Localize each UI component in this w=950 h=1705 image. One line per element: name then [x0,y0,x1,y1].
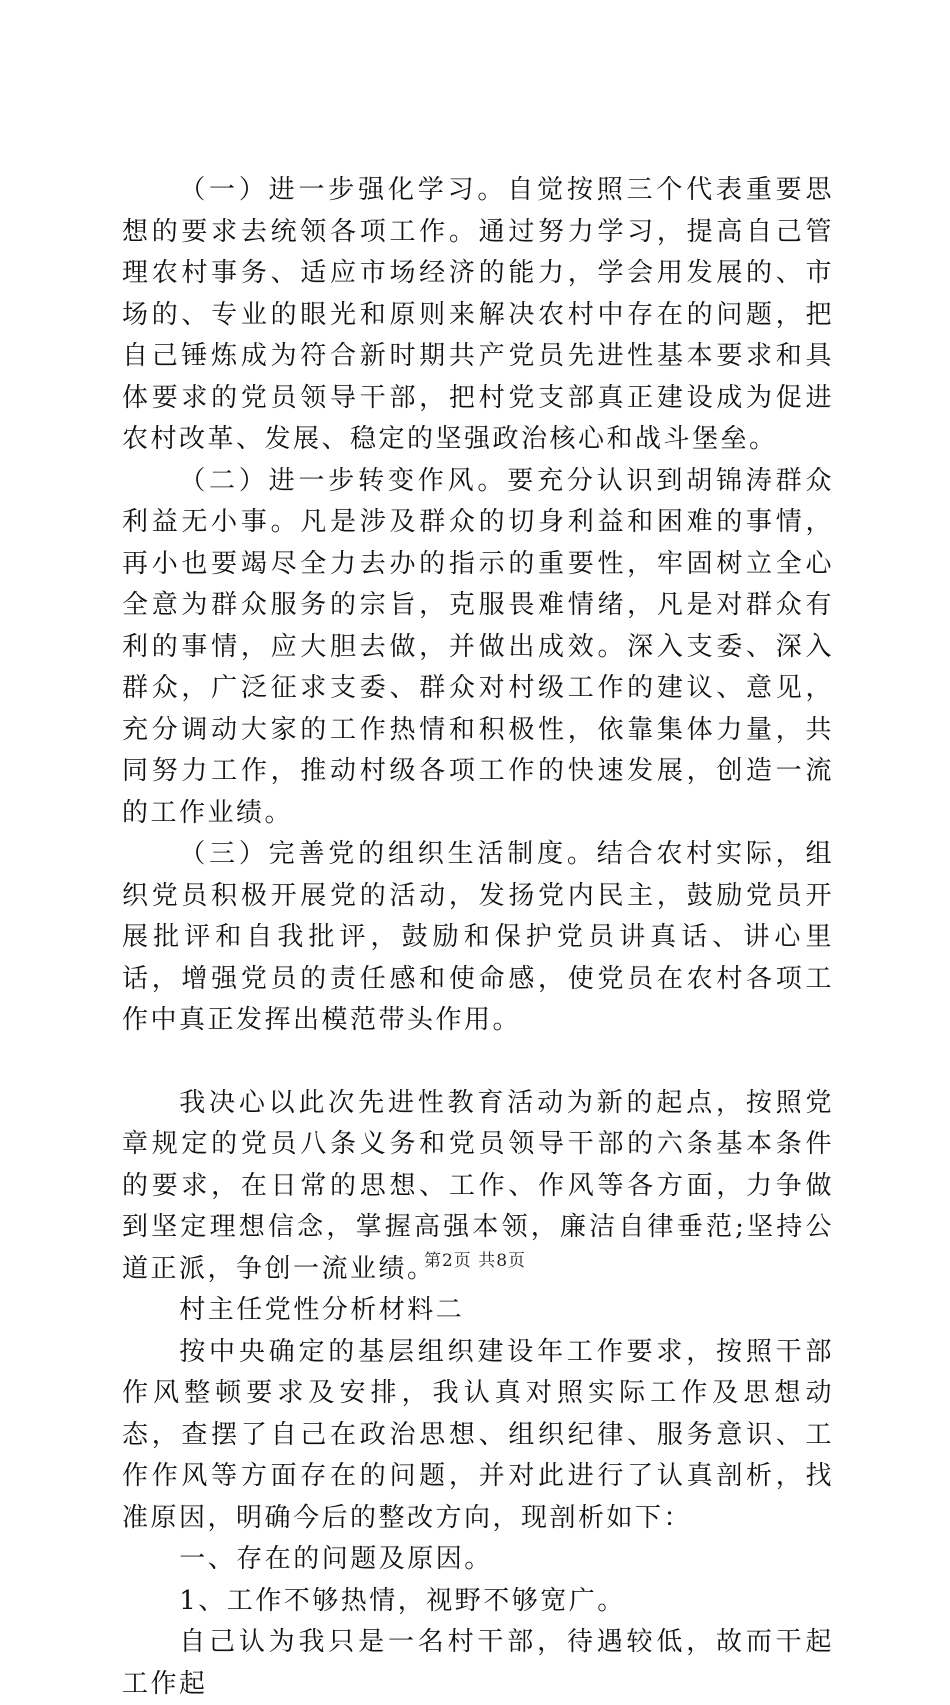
paragraph-intro: 按中央确定的基层组织建设年工作要求，按照干部作风整顿要求及安排，我认真对照实际工作及思想动态，查摆了自己在政治思想、组织纪律、服务意识、工作作风等方面存在的问题，并对此进行了认真剖析，找准原因，明确今后的整改方向，现剖析如下： [122,1336,834,1533]
paragraph-organization: （三）完善党的组织生活制度。结合农村实际，组织党员积极开展党的活动，发扬党内民主，鼓励党员开展批评和自我批评，鼓励和保护党员讲真话、讲心里话，增强党员的责任感和使命感，使党员在农村各项工作中真正发挥出模范带头作用。 [122,839,834,1035]
heading-problems: 一、存在的问题及原因。 [179,1544,493,1574]
page-number-footer: 第2页 共8页 [423,1251,527,1271]
paragraph-item-1: 自己认为我只是一名村干部，待遇较低，故而干起工作起 [122,1627,834,1699]
document-body [122,170,834,1705]
paragraph-resolution: 我决心以此次先进性教育活动为新的起点，按照党章规定的党员八条义务和党员领导干部的六条基本条件的要求，在日常的思想、工作、作风等各方面，力争做到坚定理想信念，掌握高强本领，廉洁自律垂范;坚持公道正派，争创一流业绩。 [122,1087,834,1284]
section-title: 村主任党性分析材料二 [179,1295,465,1325]
paragraph-style: （二）进一步转变作风。要充分认识到胡锦涛群众利益无小事。凡是涉及群众的切身利益和困难的事情，再小也要竭尽全力去办的指示的重要性，牢固树立全心全意为群众服务的宗旨，克服畏难情绪，凡是对群众有利的事情，应大胆去做，并做出成效。深入支委、深入群众，广泛征求支委、群众对村级工作的建议、意见，充分调动大家的工作热情和积极性，依靠集体力量，共同努力工作，推动村级各项工作的快速发展，创造一流的工作业绩。 [122,465,834,828]
paragraph-study: （一）进一步强化学习。自觉按照三个代表重要思想的要求去统领各项工作。通过努力学习，提高自己管理农村事务、适应市场经济的能力，学会用发展的、市场的、专业的眼光和原则来解决农村中存在的问题，把自己锤炼成为符合新时期共产党员先进性基本要求和具体要求的党员领导干部，把村党支部真正建设成为促进农村改革、发展、稳定的坚强政治核心和战斗堡垒。 [122,175,834,454]
subheading-item-1: 1、工作不够热情，视野不够宽广。 [179,1585,626,1616]
